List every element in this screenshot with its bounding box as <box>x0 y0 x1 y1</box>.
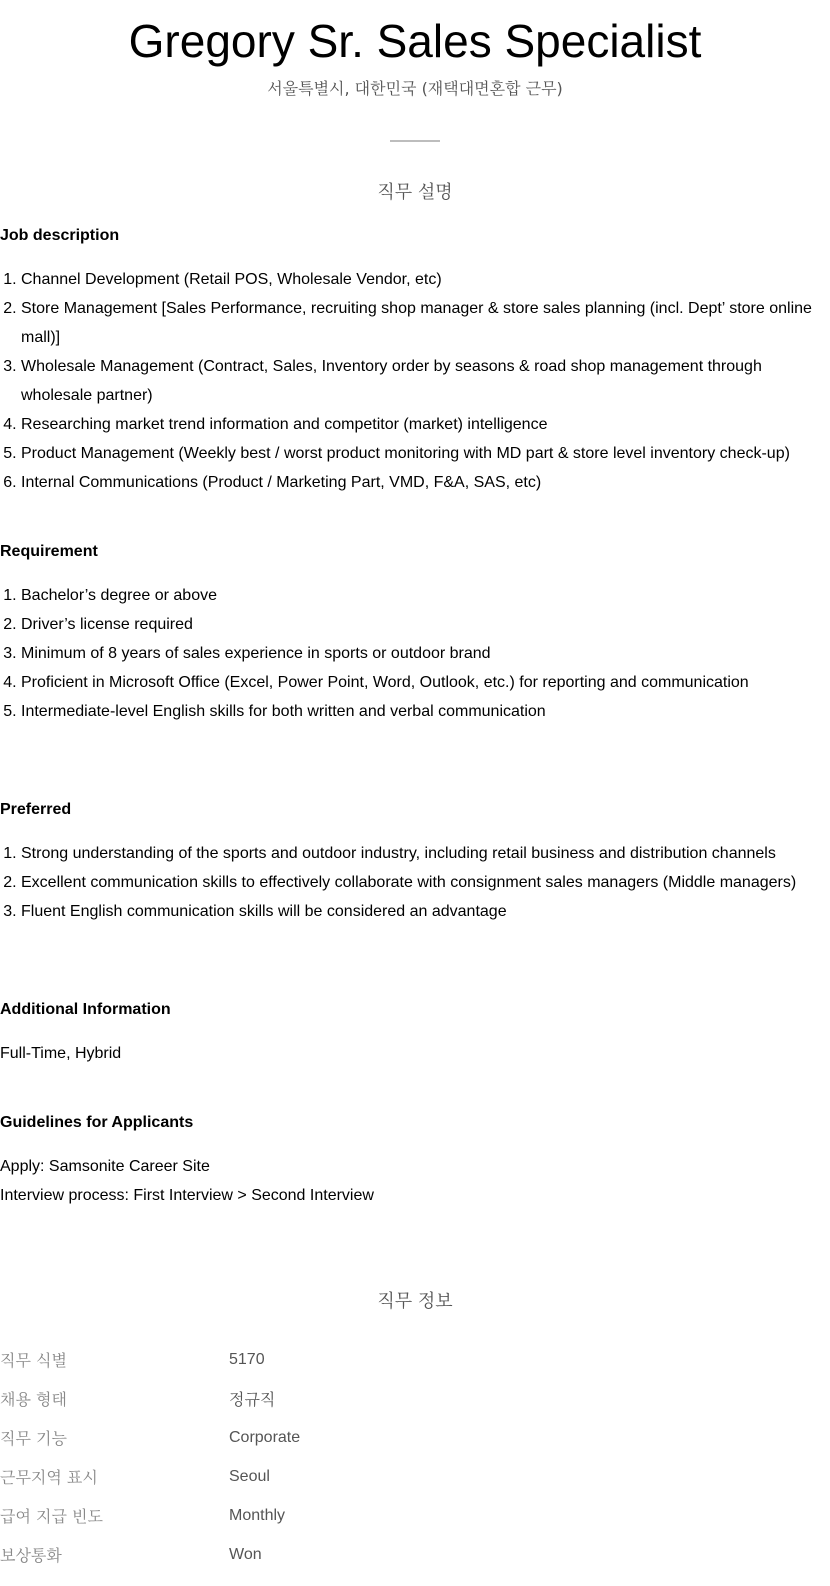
info-label: 보상통화 <box>0 1546 62 1565</box>
info-value: Seoul <box>229 1467 270 1485</box>
info-label: 근무지역 표시 <box>0 1468 98 1487</box>
info-value: 정규직 <box>229 1390 276 1409</box>
info-label: 직무 식별 <box>0 1351 67 1370</box>
preferred-list <box>0 839 830 926</box>
additional-info-text: Full-Time, Hybrid <box>0 1045 122 1062</box>
job-info-table <box>0 1340 830 1574</box>
info-label: 직무 기능 <box>0 1429 67 1448</box>
list-item: 4. Researching market trend information and competitor (market) intelligence <box>21 410 830 439</box>
info-row-job-id <box>0 1340 830 1379</box>
list-item: 5. Product Management (Weekly best / worst product monitoring with MD part & store level inventory check-up) <box>21 439 830 468</box>
info-row-employment-type <box>0 1379 830 1418</box>
info-row-job-function <box>0 1418 830 1457</box>
list-item: 1. Channel Development (Retail POS, Wholesale Vendor, etc) <box>21 265 830 294</box>
list-item: 6. Internal Communications (Product / Marketing Part, VMD, F&A, SAS, etc) <box>21 468 830 497</box>
job-title: Gregory Sr. Sales Specialist <box>128 15 702 67</box>
info-value: 5170 <box>229 1350 265 1368</box>
additional-info-heading: Additional Information <box>0 1001 171 1018</box>
list-item: 2. Driver’s license required <box>21 610 830 639</box>
list-item: 3. Fluent English communication skills will be considered an advantage <box>21 897 830 926</box>
job-description-list <box>0 265 830 497</box>
guidelines-apply: Apply: Samsonite Career Site <box>0 1158 210 1175</box>
info-value: Won <box>229 1545 262 1563</box>
requirement-heading: Requirement <box>0 543 98 560</box>
section-title-info: 직무 정보 <box>377 1291 453 1312</box>
list-item: 3. Wholesale Management (Contract, Sales, Inventory order by seasons & road shop management through wholesale partner) <box>21 352 830 410</box>
list-item: 1. Strong understanding of the sports and outdoor industry, including retail business and distribution channels <box>21 839 830 868</box>
job-description-body <box>0 225 830 1210</box>
info-row-pay-frequency <box>0 1496 830 1535</box>
title-divider <box>390 140 440 142</box>
info-label: 채용 형태 <box>0 1390 67 1409</box>
info-label: 급여 지급 빈도 <box>0 1507 103 1526</box>
list-item: 5. Intermediate-level English skills for both written and verbal communication <box>21 697 830 726</box>
list-item: 4. Proficient in Microsoft Office (Excel, Power Point, Word, Outlook, etc.) for reporting and communication <box>21 668 830 697</box>
job-description-heading: Job description <box>0 227 120 244</box>
preferred-heading: Preferred <box>0 801 72 818</box>
info-value: Corporate <box>229 1428 301 1446</box>
info-row-currency <box>0 1535 830 1574</box>
section-title-description: 직무 설명 <box>377 182 453 203</box>
job-location: 서울특별시, 대한민국 (재택대면혼합 근무) <box>267 79 563 98</box>
info-row-work-location <box>0 1457 830 1496</box>
guidelines-interview: Interview process: First Interview > Second Interview <box>0 1187 374 1204</box>
info-value: Monthly <box>229 1506 286 1524</box>
list-item: 1. Bachelor’s degree or above <box>21 581 830 610</box>
requirement-list <box>0 581 830 726</box>
list-item: 3. Minimum of 8 years of sales experience in sports or outdoor brand <box>21 639 830 668</box>
list-item: 2. Store Management [Sales Performance, recruiting shop manager & store sales planning (incl. Dept’ store online mall)] <box>21 294 830 352</box>
guidelines-heading: Guidelines for Applicants <box>0 1114 194 1131</box>
list-item: 2. Excellent communication skills to effectively collaborate with consignment sales managers (Middle managers) <box>21 868 830 897</box>
